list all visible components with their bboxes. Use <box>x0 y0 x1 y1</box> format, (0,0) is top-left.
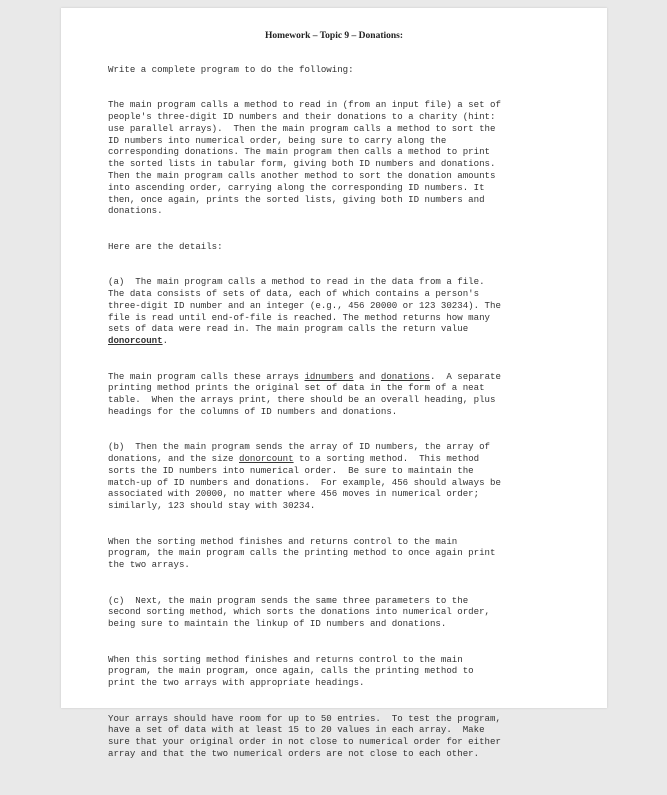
idnumbers-variable: idnumbers <box>304 370 354 382</box>
arrays-text-start: The main program calls these arrays <box>108 370 305 382</box>
overview-paragraph: The main program calls a method to read in (from an input file) a set of people's three-digit ID numbers and their donations to a charity (hint: use parallel arrays). Then the main program calls a method to sort the ID numbers into numerical order, being sure to carry along the corresponding donations. The main program then calls a method to print the sorted lists in tabular form, giving both ID numbers and donations. Then the main program calls another method to sort the donation amounts into ascending order, carrying along the corresponding ID numbers. It then, once again, prints the sorted lists, giving both ID numbers and donations. <box>108 99 501 217</box>
arrays-text-end: . A separate printing method prints the original set of data in the form of a neat table. When the arrays print, there should be an overall heading, plus headings for the columns of ID numbers and donations. <box>108 370 501 417</box>
document-title: Homework – Topic 9 – Donations: <box>264 31 404 41</box>
part-a-paragraph <box>108 276 578 347</box>
part-a-end: . <box>162 335 169 347</box>
second-sort-finish-paragraph: When this sorting method finishes and returns control to the main program, the main program, once again, calls the printing method to print the two arrays with appropriate headings. <box>108 653 474 689</box>
donorcount-variable: donorcount <box>108 335 163 347</box>
document-body <box>108 52 578 795</box>
intro-paragraph: Write a complete program to do the following: <box>108 63 354 75</box>
part-b-text-start: (b) Then the main program sends the array of ID numbers, the array of donations, and the size <box>108 441 490 465</box>
testing-paragraph: Your arrays should have room for up to 50 entries. To test the program, have a set of data with at least 15 to 20 values in each array. Make sure that your original order in not close to numerical order for either array and that the two numerical orders are not close to each other. <box>108 712 501 760</box>
details-heading: Here are the details: <box>108 240 223 252</box>
sort-finish-paragraph: When the sorting method finishes and returns control to the main program, the main program calls the printing method to once again print the two arrays. <box>108 535 496 571</box>
arrays-paragraph <box>108 371 578 418</box>
document-page <box>61 8 607 760</box>
donations-variable: donations <box>380 370 431 382</box>
part-c-paragraph: (c) Next, the main program sends the same three parameters to the second sorting method, which sorts the donations into numerical order, being sure to maintain the linkup of ID numbers and donations. <box>108 594 490 630</box>
part-b-text-end: to a sorting method. This method sorts the ID numbers into numerical order. Be sure to maintain the match-up of ID numbers and donations. For example, 456 should always be associated with 20000, no matter where 456 moves in numerical order; similarly, 123 should stay with 30234. <box>108 453 501 512</box>
arrays-and: and <box>353 370 381 382</box>
donorcount-variable-b: donorcount <box>238 453 294 465</box>
part-b-paragraph <box>108 441 578 512</box>
part-a-text: (a) The main program calls a method to read in the data from a file. The data consists of sets of data, each of which contains a person's three-digit ID number and an integer (e.g., 456 20000 or 123 30234). The file is read until end-of-file is reached. The method returns how many sets of data were read in. The main program calls the return value <box>108 276 501 335</box>
